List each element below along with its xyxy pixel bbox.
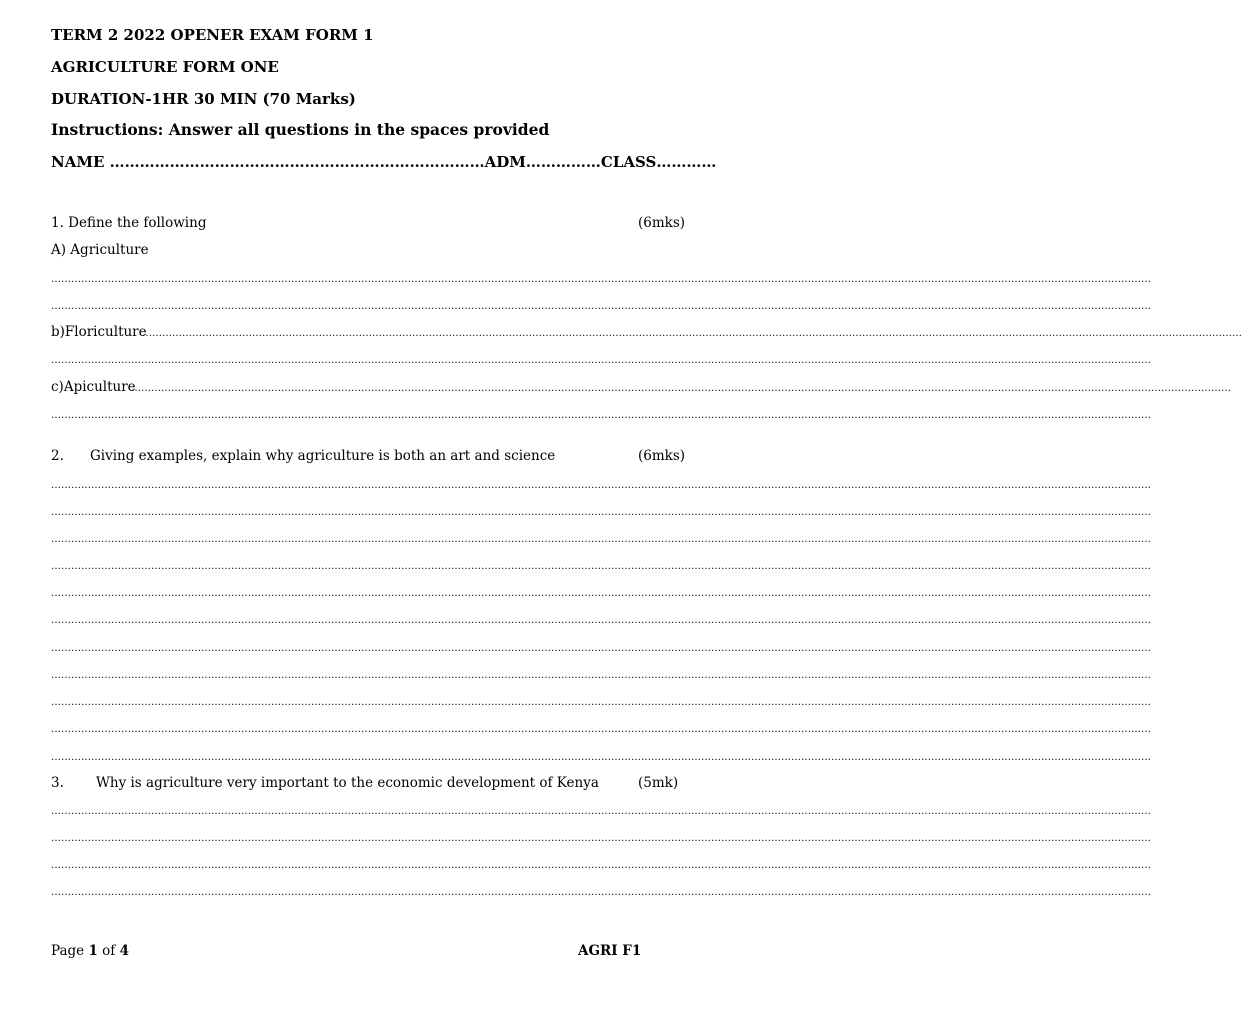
footer-code: AGRI F1 [578,943,642,959]
answer-line: …………………………………………………………………………………………………………………………………………………………………………………………………………………………………………………………………………………………………… [51,274,1151,285]
q3-number: 3. [51,775,64,791]
answer-line: …………………………………………………………………………………………………………………………………………………………………………………………………………………………………………………………………………………………………… [51,615,1151,626]
answer-line: …………………………………………………………………………………………………………………………………………………………………………………………………………………………………………………………………………………………………… [51,643,1151,654]
name-adm-class-line: NAME …………………………………………………………………ADM……………CLASS………… [51,153,717,171]
answer-line: …………………………………………………………………………………………………………………………………………………………………………………………………………………………………………………………………………………………………… [51,507,1151,518]
answer-line: …………………………………………………………………………………………………………………………………………………………………………………………………………………………………………………………………………………………………… [131,383,1231,394]
answer-line: …………………………………………………………………………………………………………………………………………………………………………………………………………………………………………………………………………………………………… [51,806,1151,817]
answer-line: …………………………………………………………………………………………………………………………………………………………………………………………………………………………………………………………………………………………………… [51,670,1151,681]
instructions-line: Instructions: Answer all questions in the spaces provided [51,120,550,139]
answer-line: …………………………………………………………………………………………………………………………………………………………………………………………………………………………………………………………………………………………………… [51,355,1151,366]
answer-line: …………………………………………………………………………………………………………………………………………………………………………………………………………………………………………………………………………………………………… [51,561,1151,572]
page-current: 1 [88,943,98,959]
answer-line: …………………………………………………………………………………………………………………………………………………………………………………………………………………………………………………………………………………………………… [51,588,1151,599]
of-word: of [102,943,116,959]
answer-line: …………………………………………………………………………………………………………………………………………………………………………………………………………………………………………………………………………………………………… [51,301,1151,312]
answer-line: …………………………………………………………………………………………………………………………………………………………………………………………………………………………………………………………………………………………………… [51,724,1151,735]
answer-line: …………………………………………………………………………………………………………………………………………………………………………………………………………………………………………………………………………………………………… [51,697,1151,708]
q3-prompt: Why is agriculture very important to the economic development of Kenya [96,775,599,791]
q3-marks: (5mk) [638,775,679,791]
answer-line: …………………………………………………………………………………………………………………………………………………………………………………………………………………………………………………………………………………………………… [51,410,1151,421]
subject-title: AGRICULTURE FORM ONE [51,58,279,76]
answer-line: …………………………………………………………………………………………………………………………………………………………………………………………………………………………………………………………………………………………………… [51,860,1151,871]
exam-title: TERM 2 2022 OPENER EXAM FORM 1 [51,26,374,44]
answer-line: …………………………………………………………………………………………………………………………………………………………………………………………………………………………………………………………………………………………………… [51,480,1151,491]
answer-line: …………………………………………………………………………………………………………………………………………………………………………………………………………………………………………………………………………………………………… [51,887,1151,898]
q1-marks: (6mks) [638,215,686,231]
answer-line: …………………………………………………………………………………………………………………………………………………………………………………………………………………………………………………………………………………………………… [142,328,1242,339]
q1-part-c-label: c)Apiculture [51,379,136,395]
page-number [51,942,129,960]
q2-marks: (6mks) [638,448,686,464]
q1-part-b-label: b)Floriculture [51,324,147,340]
q2-number: 2. [51,448,64,464]
answer-line: …………………………………………………………………………………………………………………………………………………………………………………………………………………………………………………………………………………………………… [51,534,1151,545]
page-total: 4 [119,943,129,959]
page-word: Page [51,943,85,959]
answer-line: …………………………………………………………………………………………………………………………………………………………………………………………………………………………………………………………………………………………………… [51,752,1151,763]
q1-part-a-label: A) Agriculture [51,242,149,258]
q2-prompt: Giving examples, explain why agriculture is both an art and science [90,448,556,464]
duration-line: DURATION-1HR 30 MIN (70 Marks) [51,90,356,108]
q1-prompt: 1. Define the following [51,215,207,231]
answer-line: …………………………………………………………………………………………………………………………………………………………………………………………………………………………………………………………………………………………………… [51,833,1151,844]
